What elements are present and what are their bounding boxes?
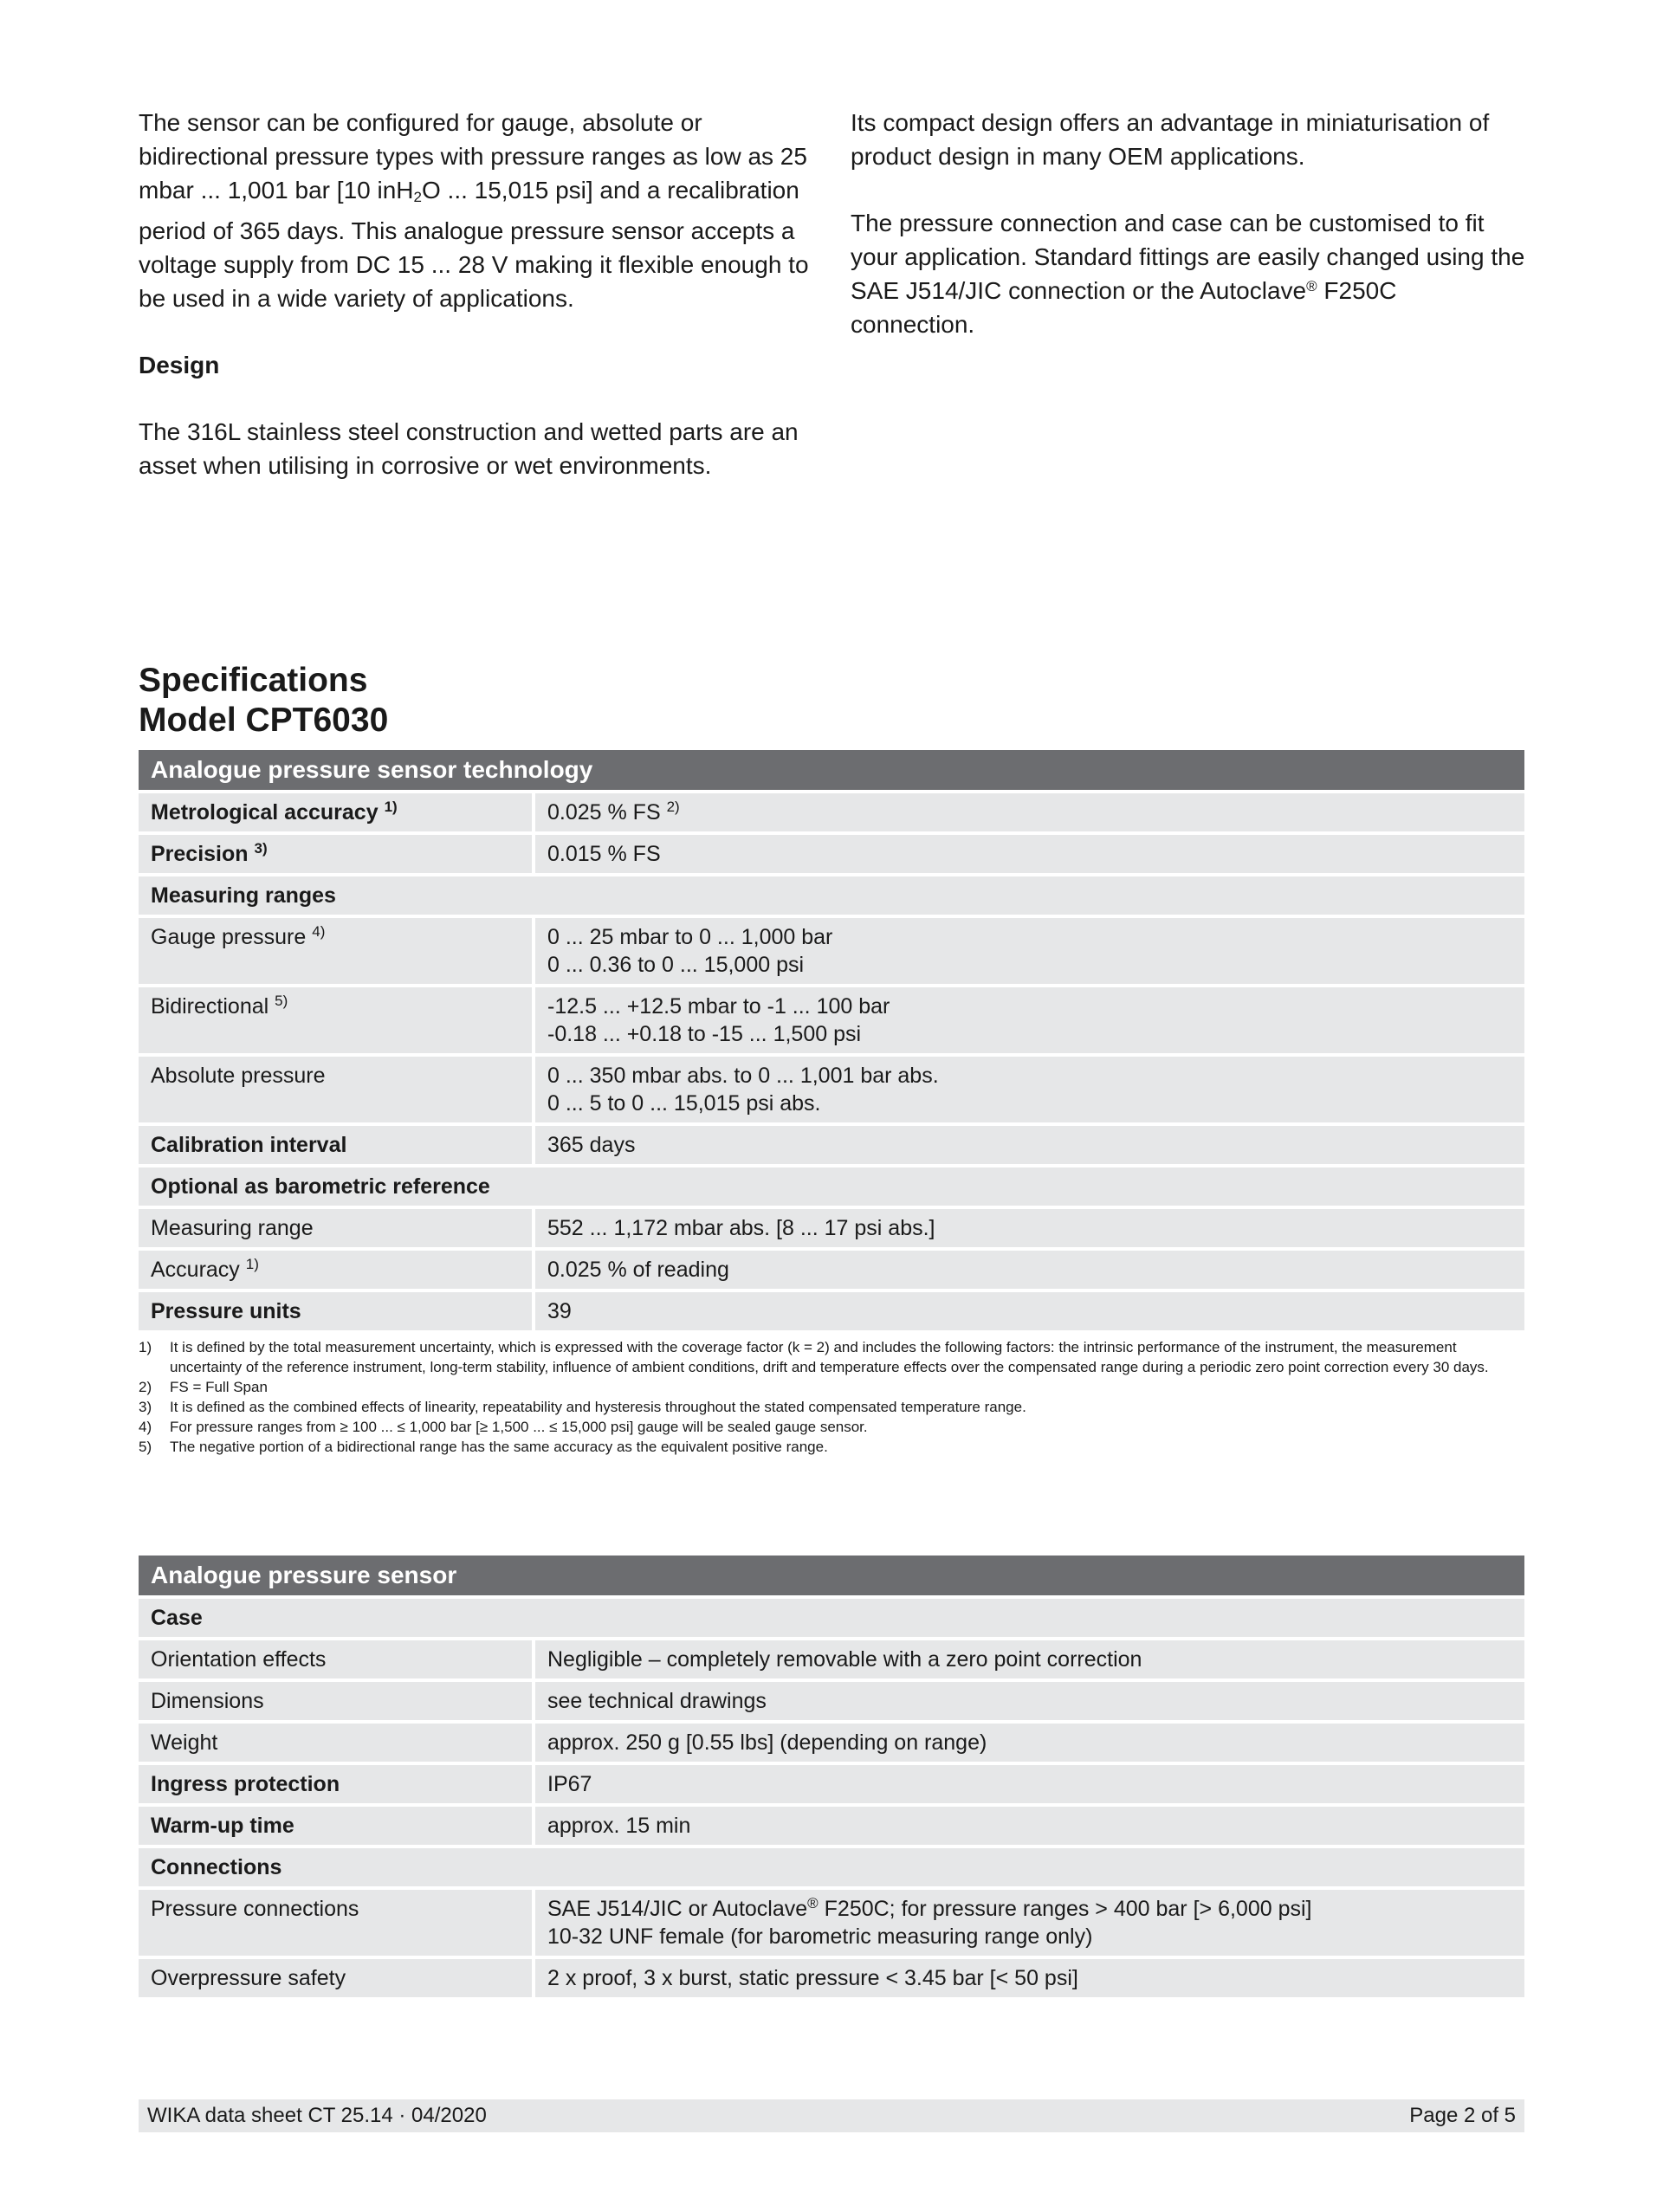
compact-design-paragraph: Its compact design offers an advantage in miniaturisation of product design in many OEM applications. bbox=[851, 109, 1490, 170]
page-footer bbox=[139, 2099, 1524, 2132]
sensor-technology-table bbox=[139, 747, 1524, 1334]
spec-title-line1: Specifications bbox=[139, 662, 368, 699]
footnote: 2) FS = Full Span bbox=[139, 1379, 268, 1395]
table-row: Pressure connections SAE J514/JIC or Autoclave® F250C; for pressure ranges > 400 bar [> 6,000 psi] 10-32 UNF female (for barometric measuring range only) bbox=[139, 1890, 1524, 1956]
table-row: Calibration interval 365 days bbox=[139, 1126, 1524, 1164]
table-row: Pressure units 39 bbox=[139, 1292, 1524, 1330]
intro-right-column bbox=[851, 106, 1526, 374]
footer-datasheet-ref: WIKA data sheet CT 25.14 · 04/2020 bbox=[147, 2104, 487, 2127]
connection-paragraph: The pressure connection and case can be customised to fit your application. Standard fittings are easily changed using the SAE J514/JIC connection or the Autoclave® F250C connection. bbox=[851, 210, 1525, 338]
table-header: Analogue pressure sensor bbox=[139, 1556, 1524, 1595]
table-section-row: Connections bbox=[139, 1848, 1524, 1886]
footnote: 5) The negative portion of a bidirectional range has the same accuracy as the equivalent positive range. bbox=[139, 1439, 828, 1455]
intro-paragraph: The sensor can be configured for gauge, absolute or bidirectional pressure types with pressure ranges as low as 25 mbar ... 1,001 bar [10 inH$_2$O ... 15,015 psi] and a recalibration period of 365 days. This analogue pressure sensor accepts a voltage supply from DC 15 ... 28 V making it flexible enough to be used in a wide variety of applications. bbox=[139, 109, 809, 312]
design-heading: Design bbox=[139, 352, 220, 378]
spec-title-line2: Model CPT6030 bbox=[139, 702, 389, 739]
table-section-row: Measuring ranges bbox=[139, 876, 1524, 915]
footnote: 3) It is defined as the combined effects of linearity, repeatability and hysteresis throughout the stated compensated temperature range. bbox=[139, 1399, 1026, 1415]
analogue-sensor-table bbox=[139, 1552, 1524, 2001]
table-row: Warm-up time approx. 15 min bbox=[139, 1807, 1524, 1845]
table-header: Analogue pressure sensor technology bbox=[139, 750, 1524, 790]
intro-left-column bbox=[139, 106, 823, 515]
table-row: Bidirectional $^{5)}$ -12.5 ... +12.5 mbar to -1 ... 100 bar -0.18 ... +0.18 to -15 ... 1,500 psi bbox=[139, 987, 1524, 1053]
footnote: 1) It is defined by the total measurement uncertainty, which is expressed with the coverage factor (k = 2) and includes the following factors: the intrinsic performance of the instrument, the measurement uncertainty of the reference instrument, long-term stability, influence of ambient conditions, drift and temperature effects over the compensated range during a periodic zero point correction every 30 days. bbox=[139, 1339, 1489, 1375]
table-section-row: Case bbox=[139, 1599, 1524, 1637]
table-row: Precision $^{3)}$ 0.015 % FS bbox=[139, 835, 1524, 873]
table-row: Dimensions see technical drawings bbox=[139, 1682, 1524, 1720]
table-row: Orientation effects Negligible – completely removable with a zero point correction bbox=[139, 1640, 1524, 1678]
table-row: Weight approx. 250 g [0.55 lbs] (depending on range) bbox=[139, 1724, 1524, 1762]
table-row: Overpressure safety 2 x proof, 3 x burst, static pressure < 3.45 bar [< 50 psi] bbox=[139, 1959, 1524, 1997]
design-paragraph: The 316L stainless steel construction and wetted parts are an asset when utilising in corrosive or wet environments. bbox=[139, 418, 799, 479]
table-row: Metrological accuracy $^{1)}$ 0.025 % FS $^{2)}$ bbox=[139, 793, 1524, 831]
table-row: Gauge pressure $^{4)}$ 0 ... 25 mbar to 0 ... 1,000 bar 0 ... 0.36 to 0 ... 15,000 psi bbox=[139, 918, 1524, 984]
footnote: 4) For pressure ranges from ≥ 100 ... ≤ 1,000 bar [≥ 1,500 ... ≤ 15,000 psi] gauge will be sealed gauge sensor. bbox=[139, 1419, 868, 1435]
footnotes bbox=[139, 1337, 1524, 1457]
table-row: Absolute pressure 0 ... 350 mbar abs. to 0 ... 1,001 bar abs. 0 ... 5 to 0 ... 15,015 psi abs. bbox=[139, 1057, 1524, 1122]
specifications-title bbox=[139, 661, 388, 741]
table-row: Ingress protection IP67 bbox=[139, 1765, 1524, 1803]
page-number: Page 2 of 5 bbox=[1409, 2104, 1516, 2127]
table-row: Measuring range 552 ... 1,172 mbar abs. [8 ... 17 psi abs.] bbox=[139, 1209, 1524, 1247]
table-row: Accuracy $^{1)}$ 0.025 % of reading bbox=[139, 1251, 1524, 1289]
table-section-row: Optional as barometric reference bbox=[139, 1167, 1524, 1206]
